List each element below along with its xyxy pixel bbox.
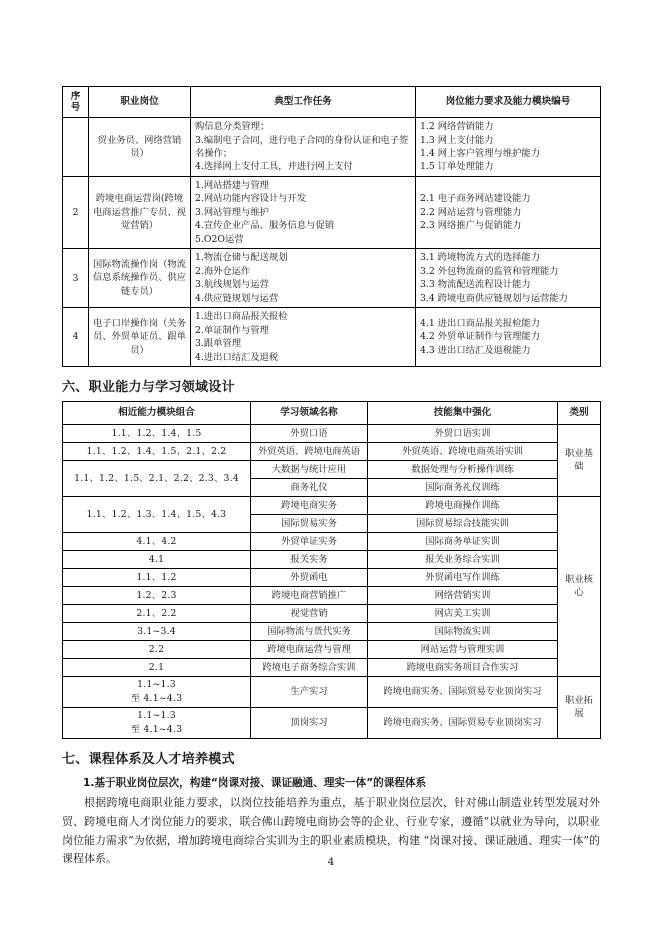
- ability-line: 1.3 网上支付能力: [420, 134, 494, 146]
- cell-skill: 国际物流实训: [368, 622, 558, 640]
- column-header-learning-field: 学习领域名称: [251, 402, 368, 425]
- modules-line1: 1.1~1.3: [137, 678, 176, 690]
- ability-line: 1.2 网络营销能力: [420, 121, 494, 133]
- cell-skill: 跨境电商实务、国际贸易专业顶岗实习: [368, 676, 558, 707]
- cell-learning-field: 外贸口语: [251, 424, 368, 442]
- cell-skill: 国际商务单证实训: [368, 532, 558, 550]
- table-row: [63, 640, 601, 658]
- modules-line1: 1.1~1.3: [137, 709, 176, 721]
- cell-skill: 网络营销实训: [368, 586, 558, 604]
- cell-ability-requirements: [416, 308, 601, 367]
- task-line: 3.跟单管理: [195, 338, 242, 350]
- cell-skill: 国际贸易综合技能实训: [368, 514, 558, 532]
- ability-line: 2.3 网络推广与促销能力: [420, 220, 522, 232]
- cell-ability-requirements: [416, 249, 601, 308]
- cell-typical-tasks: [191, 176, 416, 248]
- section-heading-seven: 七、课程体系及人才培养模式: [62, 751, 235, 767]
- column-header-ability-requirements: 岗位能力要求及能力模块编号: [416, 87, 601, 118]
- ability-line: 1.4 网上客户管理与维护能力: [420, 148, 541, 159]
- table-row: [63, 442, 601, 460]
- cell-job-post: [89, 308, 191, 367]
- table-row: [63, 176, 601, 248]
- cell-learning-field: 国际贸易实务: [251, 514, 368, 532]
- table-row: [63, 424, 601, 442]
- category-label-line1: 职业核: [565, 573, 593, 585]
- page-number: 4: [327, 856, 335, 868]
- cell-job-post: [89, 176, 191, 248]
- cell-seq: [63, 118, 89, 177]
- ability-line: 3.3 物流配送流程设计能力: [420, 279, 531, 291]
- cell-skill: 网店美工实训: [368, 604, 558, 622]
- cell-skill: 跨境电商实务、国际贸易专业顶岗实习: [368, 707, 558, 738]
- table-row: [63, 550, 601, 568]
- column-header-ability-modules: 相近能力模块组合: [63, 402, 251, 425]
- task-line: 5.O2O运营: [195, 233, 244, 245]
- cell-ability-modules: 1.2、2.3: [63, 586, 251, 604]
- task-line: 3.网站管理与维护: [195, 206, 269, 218]
- job-post-text: 国际物流操作岗（物流信息系统操作员、供应链专员）: [93, 259, 186, 297]
- cell-learning-field: 报关实务: [251, 550, 368, 568]
- cell-skill: 网站运营与管理实训: [368, 640, 558, 658]
- table-row: [63, 496, 601, 514]
- cell-skill: 外贸函电写作训练: [368, 568, 558, 586]
- ability-line: 3.1 跨境物流方式的选择能力: [420, 252, 541, 264]
- category-label-line2: 础: [574, 461, 584, 473]
- cell-ability-modules: 3.1~3.4: [63, 622, 251, 640]
- cell-skill: 跨境电商操作训练: [368, 496, 558, 514]
- job-post-text: 电子口岸操作岗（关务员、外贸单证员、跟单员）: [93, 317, 186, 356]
- ability-line: 2.1 电子商务网站建设能力: [420, 193, 531, 205]
- cell-learning-field: 外贸函电: [251, 568, 368, 586]
- task-line: 1.物流仓储与配送规划: [195, 252, 288, 264]
- table-row: [63, 249, 601, 308]
- category-label-line1: 职业基: [565, 447, 593, 459]
- cell-job-post: [89, 118, 191, 177]
- cell-skill: 国际商务礼仪训练: [368, 478, 558, 496]
- cell-learning-field: 跨境电商运营与管理: [251, 640, 368, 658]
- task-line: 1.进出口商品报关报检: [195, 311, 288, 323]
- table-learning-fields: [62, 401, 601, 739]
- cell-learning-field: 跨境电子商务综合实训: [251, 658, 368, 676]
- table-row: [63, 532, 601, 550]
- ability-line: 1.5 订单处理能力: [420, 161, 494, 173]
- table-row: [63, 118, 601, 177]
- task-line: 2.海外仓运作: [195, 265, 251, 277]
- ability-line: 4.3 进出口结汇及退税能力: [420, 344, 531, 356]
- cell-ability-modules: 4.1、4.2: [63, 532, 251, 550]
- cell-learning-field: 商务礼仪: [251, 478, 368, 496]
- task-line: 4.进出口结汇及退税: [195, 351, 279, 363]
- job-post-text: 跨境电商运营岗(跨境电商运营推广专员、视觉营销）: [93, 193, 186, 232]
- task-line: 3.编制电子合同，进行电子合同的身份认证和电子签名操作；: [195, 134, 409, 159]
- paragraph-curriculum-system: 根据跨境电商职业能力要求，以岗位技能培养为重点，基于职业岗位层次，针对佛山制造业转型发展对外贸、跨境电商人才岗位能力的要求，联合佛山跨境电商协会等的企业、行业专家，遵循“以就业为导向，以职业岗位能力需求”为依据，增加跨境电商综合实训为主的职业素质模块，构建 “岗课对接、课证融通、理实一体”的课程体系。: [62, 795, 600, 866]
- sub-heading-curriculum-system: 1.基于职业岗位层次，构建“岗课对接、课证融通、理实一体”的课程体系: [83, 776, 427, 789]
- table-row: [63, 658, 601, 676]
- cell-seq: 4: [63, 308, 89, 367]
- task-line: 1.网站搭建与管理: [195, 179, 269, 191]
- cell-learning-field: 外贸单证实务: [251, 532, 368, 550]
- table-header-row: [63, 402, 601, 425]
- cell-ability-modules: [63, 676, 251, 707]
- table-row: [63, 676, 601, 707]
- cell-typical-tasks: [191, 118, 416, 177]
- section-heading-six: 六、职业能力与学习领域设计: [62, 380, 235, 396]
- task-line: 4.宣传企业产品、服务信息与促销: [195, 220, 335, 232]
- task-line: 4.选择网上支付工具，并进行网上支付: [195, 161, 353, 173]
- cell-ability-modules: 1.1、1.2、1.4、1.5、2.1、2.2: [63, 442, 251, 460]
- cell-skill: 数据处理与分析操作训练: [368, 460, 558, 478]
- table-row: [63, 586, 601, 604]
- category-label-line1: 职业拓: [565, 694, 593, 706]
- cell-typical-tasks: [191, 249, 416, 308]
- page-content: [62, 86, 600, 869]
- cell-seq: 2: [63, 176, 89, 248]
- modules-line2: 至 4.1~4.3: [130, 692, 183, 704]
- cell-ability-requirements: [416, 118, 601, 177]
- cell-ability-requirements: [416, 176, 601, 248]
- cell-ability-modules: 4.1: [63, 550, 251, 568]
- cell-ability-modules: [63, 707, 251, 738]
- task-line: 4.供应链规划与运营: [195, 292, 279, 304]
- column-header-skill-intensive: 技能集中强化: [368, 402, 558, 425]
- ability-line: 2.2 网站运营与管理能力: [420, 206, 522, 218]
- cell-category: [558, 496, 601, 676]
- cell-learning-field: 跨境电商营销推广: [251, 586, 368, 604]
- cell-learning-field: 大数据与统计应用: [251, 460, 368, 478]
- table-job-posts-body: [63, 118, 601, 367]
- cell-learning-field: 跨境电商实务: [251, 496, 368, 514]
- table-row: [63, 604, 601, 622]
- column-header-seq: 序 号: [63, 87, 89, 118]
- cell-skill: 外贸口语实训: [368, 424, 558, 442]
- table-header-row: [63, 87, 601, 118]
- table-row: [63, 622, 601, 640]
- table-job-posts: [62, 86, 601, 367]
- cell-learning-field: 顶岗实习: [251, 707, 368, 738]
- column-header-category: 类别: [558, 402, 601, 425]
- ability-line: 3.4 跨境电商供应链规划与运营能力: [420, 292, 568, 304]
- table-learning-fields-body: [63, 424, 601, 738]
- table-row: [63, 308, 601, 367]
- cell-ability-modules: 1.1、1.2: [63, 568, 251, 586]
- cell-learning-field: 视觉营销: [251, 604, 368, 622]
- job-post-text: 贸业务员、网络营销员）: [97, 134, 182, 159]
- cell-ability-modules: 2.1、2.2: [63, 604, 251, 622]
- column-header-typical-tasks: 典型工作任务: [191, 87, 416, 118]
- cell-category: [558, 676, 601, 738]
- cell-ability-modules: 2.1: [63, 658, 251, 676]
- cell-skill: 跨境电商实务项目合作实习: [368, 658, 558, 676]
- table-row: [63, 707, 601, 738]
- cell-skill: 外贸英语、跨境电商英语实训: [368, 442, 558, 460]
- table-row: [63, 568, 601, 586]
- cell-category: [558, 424, 601, 496]
- cell-learning-field: 生产实习: [251, 676, 368, 707]
- cell-learning-field: 国际物流与货代实务: [251, 622, 368, 640]
- cell-ability-modules: 2.2: [63, 640, 251, 658]
- task-line: 2.单证制作与管理: [195, 324, 269, 336]
- cell-job-post: [89, 249, 191, 308]
- task-line: 3.航线规划与运营: [195, 279, 269, 291]
- cell-typical-tasks: [191, 308, 416, 367]
- category-label-line2: 展: [574, 708, 584, 720]
- cell-ability-modules: 1.1、1.2、1.4、1.5: [63, 424, 251, 442]
- ability-line: 4.1 进出口商品报关报检能力: [420, 317, 541, 329]
- column-header-job-post: 职业岗位: [89, 87, 191, 118]
- modules-line2: 至 4.1~4.3: [130, 723, 183, 735]
- task-line: 2.网站功能内容设计与开发: [195, 193, 307, 205]
- category-label-line2: 心: [574, 587, 584, 599]
- cell-skill: 报关业务综合实训: [368, 550, 558, 568]
- ability-line: 4.2 外贸单证制作与管理能力: [420, 331, 541, 343]
- task-line: 购信息分类管理；: [195, 121, 270, 133]
- cell-learning-field: 外贸英语、跨境电商英语: [251, 442, 368, 460]
- cell-ability-modules: 1.1、1.2、1.3、1.4、1.5、4.3: [63, 496, 251, 532]
- cell-ability-modules: 1.1、1.2、1.5、2.1、2.2、2.3、3.4: [63, 460, 251, 496]
- cell-seq: 3: [63, 249, 89, 308]
- ability-line: 3.2 外包物流商的监管和管理能力: [420, 265, 559, 277]
- table-row: [63, 460, 601, 478]
